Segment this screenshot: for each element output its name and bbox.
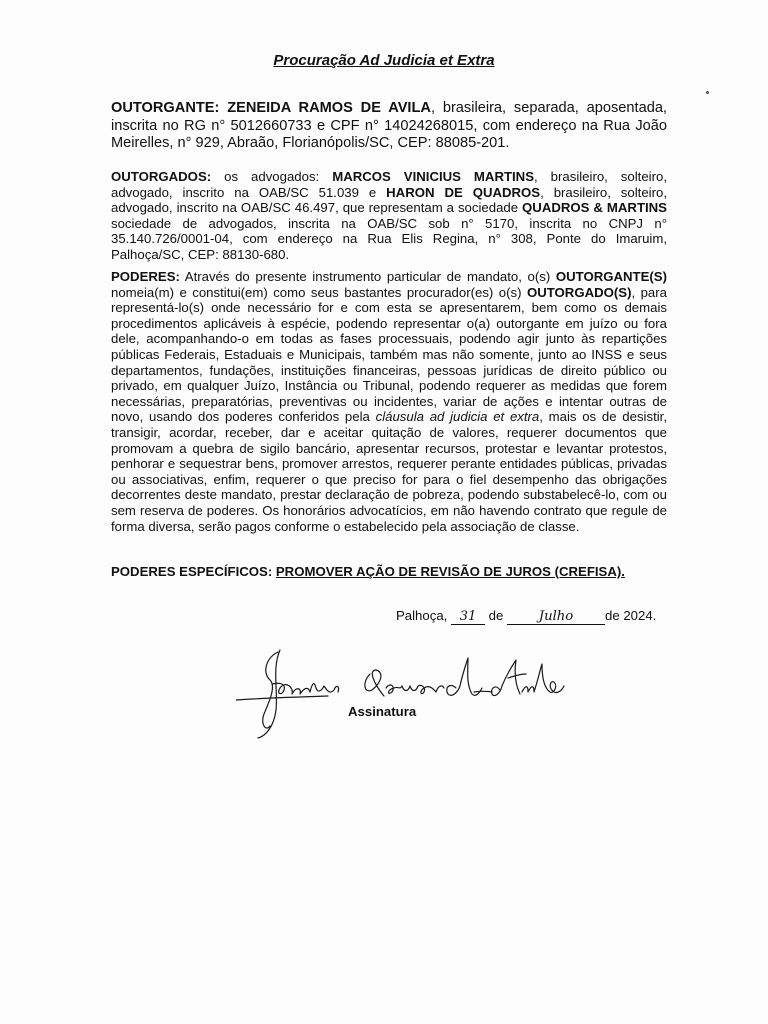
outorgado-details-1: , brasileiro, solteiro, advogado, inscrito na OAB/SC 51.039 e bbox=[111, 169, 667, 200]
law-firm-name: QUADROS & MARTINS bbox=[522, 200, 667, 216]
poderes-label: PODERES: bbox=[111, 269, 180, 284]
signature-label: Assinatura bbox=[348, 704, 417, 719]
margin-dot-mark bbox=[706, 91, 709, 94]
outorgante-details: , brasileira, separada, aposentada, inscrita no RG n° 5012660733 e CPF n° 14024268015, com endereço na Rua João Meirelles, n° 929, Abraão, Florianópolis/SC, CEP: 88085-201. bbox=[111, 100, 667, 151]
handwritten-signature bbox=[236, 640, 576, 740]
law-firm-details: sociedade de advogados, inscrita na OAB/SC sob n° 5170, inscrita no CNPJ n° 35.140.726/0001-04, com endereço na Rua Elis Regina, n° 308, Ponte do Imaruim, Palhoça/SC, CEP: 88130-680. bbox=[111, 215, 667, 262]
specific-powers-value: PROMOVER AÇÃO DE REVISÃO DE JUROS (CREFISA). bbox=[275, 564, 625, 579]
outorgado-reference: OUTORGADO(S) bbox=[526, 284, 632, 300]
outorgante-label: OUTORGANTE: bbox=[111, 100, 220, 116]
specific-powers-line bbox=[111, 564, 671, 579]
outorgado-name-2: HARON DE QUADROS bbox=[386, 184, 541, 200]
poderes-text-1: Através do presente instrumento particular de mandato, o(s) bbox=[179, 269, 556, 284]
outorgante-name: ZENEIDA RAMOS DE AVILA bbox=[227, 100, 431, 116]
poderes-text-4: , mais os de desistir, transigir, acordar, receber, dar e aceitar quitação de valores, requerer documentos que promovam a quebra de sigilo bancário, apresentar recursos, protestar e levantar protestos, penhorar e sequestrar bens, promover arrestos, requerer perante entidades públicas, privadas ou associativas, enfim, requerer o que preciso for para o fiel desempenho das obrigações decorrentes deste mandato, prestar declaração de pobreza, podendo substabelecê-lo, com ou sem reserva de poderes. Os honorários advocatícios, em não havendo contrato que regule de forma diversa, serão pagos conforme o estabelecido pela associação de classe. bbox=[111, 409, 667, 534]
clause-name: cláusula ad judicia et extra bbox=[375, 409, 540, 425]
date-city: Palhoça, bbox=[396, 608, 448, 623]
date-month-handwritten: Julho bbox=[507, 609, 605, 625]
poderes-text-2: nomeia(m) e constitui(em) como seus bastantes procurador(es) o(s) bbox=[111, 284, 527, 300]
poderes-text-3: , para representá-lo(s) onde necessário for e com esta se apresentarem, bem como os demais procedimentos aplicáveis à espécie, podendo representar o(a) outorgante em juízo ou fora dele, acompanhando-o em todas as fases processuais, podendo agir junto às repartições públicas Federais, Estaduais e Municipais, também mas não somente, junto ao INSS e seus departamentos, fundações, instituições financeiras, pessoas jurídicas de direito público ou privado, em qualquer Juízo, Instância ou Tribunal, podendo requerer as medidas que forem necessárias, preparatórias, preventivas ou incidentes, variar de ações e intentar outras de novo, usando dos poderes conferidos pela bbox=[111, 284, 667, 425]
outorgante-paragraph bbox=[111, 100, 667, 153]
outorgados-label: OUTORGADOS: bbox=[111, 169, 212, 184]
document-title: Procuração Ad Judicia et Extra bbox=[273, 52, 495, 69]
outorgado-name-1: MARCOS VINICIUS MARTINS bbox=[332, 169, 535, 184]
date-year: de 2024. bbox=[605, 608, 657, 623]
poderes-paragraph bbox=[111, 269, 667, 534]
specific-powers-label: PODERES ESPECÍFICOS: bbox=[111, 564, 273, 579]
outorgado-details-2: , brasileiro, solteiro, advogado, inscrito na OAB/SC 46.497, que representam a sociedade bbox=[111, 184, 667, 216]
date-line bbox=[396, 608, 676, 625]
outorgante-reference: OUTORGANTE(S) bbox=[555, 269, 667, 284]
date-day-handwritten: 31 bbox=[451, 609, 485, 625]
date-de: de bbox=[488, 608, 504, 623]
outorgados-paragraph bbox=[111, 169, 667, 263]
outorgados-intro: os advogados: bbox=[211, 169, 333, 184]
